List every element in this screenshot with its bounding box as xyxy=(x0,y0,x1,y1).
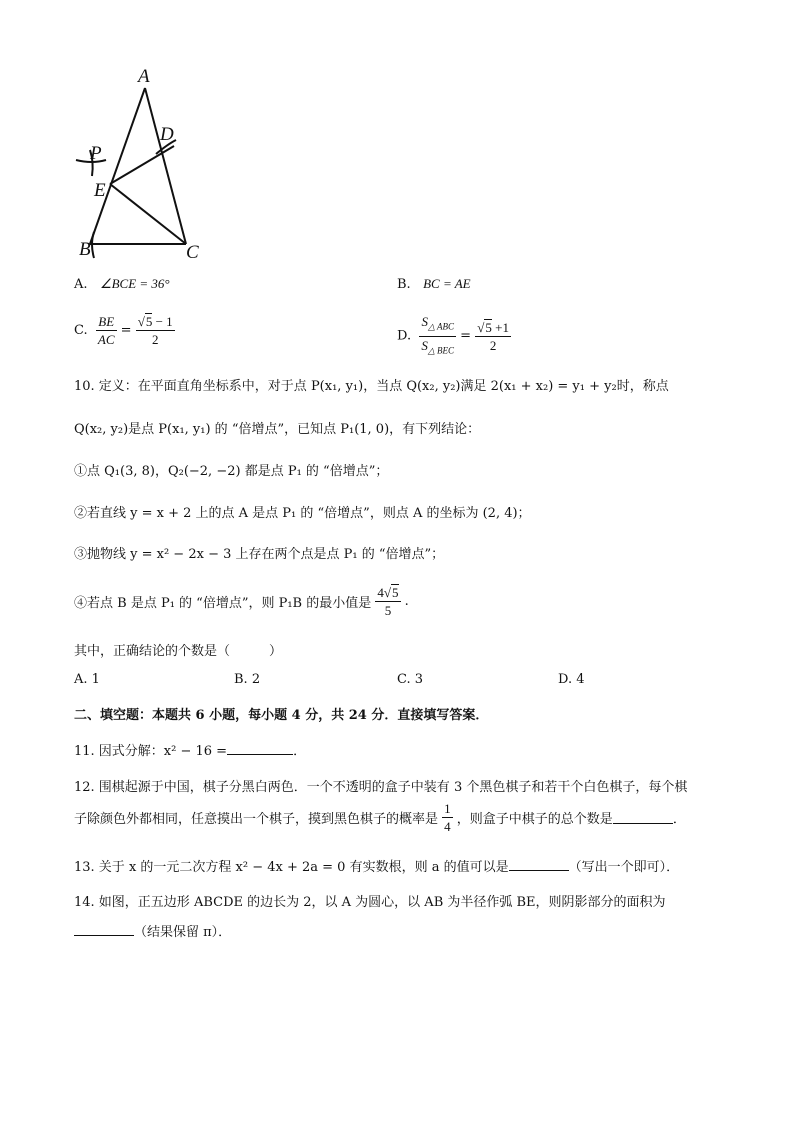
option-c-rhs xyxy=(136,313,175,348)
option-c-rhs-den: 2 xyxy=(151,332,159,347)
q11-answer-blank[interactable] xyxy=(227,742,293,755)
option-c-lhs xyxy=(96,313,117,348)
q10-item4-num-coef: 4 xyxy=(377,585,384,600)
option-d-letter: D. xyxy=(397,328,412,344)
label-b: B xyxy=(79,239,91,260)
q13-post: （写出一个即可）． xyxy=(568,860,680,875)
option-b-text: BC = AE xyxy=(423,276,471,291)
q11-post: ． xyxy=(293,744,307,759)
q10-option-b: B. 2 xyxy=(234,672,261,687)
q12-line2-pre: 子除颜色外都相同，任意摸出一个棋子，摸到黑色棋子的概率是 xyxy=(74,812,439,827)
q10-line2: Q(x₂, y₂)是点 P(x₁, y₁) 的 “倍增点”，已知点 P₁(1, 0)，有下列结论： xyxy=(74,422,481,437)
q12-line2-post: ，则盒子中棋子的总个数是 xyxy=(456,812,613,827)
segment-ce xyxy=(110,184,186,244)
q10-option-c: C. 3 xyxy=(397,672,424,687)
option-d-lhs-num-sub: △ ABC xyxy=(427,321,454,332)
q10-item2: ②若直线 y = x + 2 上的点 A 是点 P₁ 的 “倍增点”，则点 A 的坐标为 (2, 4)； xyxy=(74,506,531,521)
option-a xyxy=(74,276,170,292)
side-ac xyxy=(145,88,186,244)
q14-answer-blank[interactable] xyxy=(74,923,134,936)
q12-end: ． xyxy=(672,812,686,827)
label-p: P xyxy=(90,143,102,164)
q14-line1: 14. 如图，正五边形 ABCDE 的边长为 2，以 A 为圆心，以 AB 为半径作弧 BE，则阴影部分的面积为 xyxy=(74,895,666,910)
label-c: C xyxy=(186,242,199,263)
option-d-lhs-den-sub: △ BEC xyxy=(427,345,455,356)
q10-item3: ③抛物线 y = x² − 2x − 3 上存在两个点是点 P₁ 的 “倍增点”； xyxy=(74,547,445,562)
q10-question: 其中，正确结论的个数是（ ） xyxy=(74,644,283,659)
option-c-rhs-num: √5 − 1 xyxy=(137,314,173,329)
option-d-lhs-den-s: S xyxy=(421,337,428,353)
q10-line1: 10. 定义：在平面直角坐标系中，对于点 P(x₁, y₁)，当点 Q(x₂, y₂)满足 2(x₁ + x₂) = y₁ + y₂时，称点 xyxy=(74,379,669,394)
label-a: A xyxy=(138,66,150,87)
option-a-text: ∠BCE = 36° xyxy=(99,276,170,291)
side-ab xyxy=(90,88,145,244)
option-b-letter: B. xyxy=(397,277,411,292)
q12-frac-den: 4 xyxy=(444,819,451,834)
q12-line2 xyxy=(74,800,686,835)
triangle-figure xyxy=(60,60,220,270)
q12-line1: 12. 围棋起源于中国，棋子分黑白两色．一个不透明的盒子中装有 3 个黑色棋子和若干个白色棋子，每个棋 xyxy=(74,780,688,795)
option-d-lhs-num xyxy=(419,313,456,337)
option-c-rhs-sqrt: 5 xyxy=(145,314,153,329)
option-b xyxy=(397,276,471,292)
q10-option-a: A. 1 xyxy=(74,672,100,687)
option-d-rhs xyxy=(475,319,511,354)
q10-item4-pre: ④若点 B 是点 P₁ 的 “倍增点”，则 P₁B 的最小值是 xyxy=(74,596,372,611)
option-d-lhs xyxy=(419,313,456,359)
option-d-eq: = xyxy=(460,328,472,344)
q10-item1: ①点 Q₁(3, 8)，Q₂(−2, −2) 都是点 P₁ 的 “倍增点”； xyxy=(74,464,389,479)
q14-line2 xyxy=(74,921,231,940)
option-d-rhs-num: √5 +1 xyxy=(477,319,509,335)
option-d-rhs-tail: +1 xyxy=(491,319,509,335)
q10-item4-post: . xyxy=(404,594,409,609)
q13-answer-blank[interactable] xyxy=(509,858,569,871)
q11 xyxy=(74,740,306,759)
option-d-lhs-num-s: S xyxy=(421,314,428,329)
option-c xyxy=(74,313,175,348)
q10-item4 xyxy=(74,584,409,619)
option-d-lhs-den xyxy=(419,337,456,360)
q14-line2-post: （结果保留 π）． xyxy=(134,925,232,940)
option-d xyxy=(397,313,511,359)
q13 xyxy=(74,856,679,875)
label-d: D xyxy=(160,124,174,145)
option-c-lhs-num: BE xyxy=(96,313,117,331)
section2-title: 二、填空题：本题共 6 小题，每小题 4 分，共 24 分．直接填写答案． xyxy=(74,708,489,723)
label-e: E xyxy=(94,180,106,201)
option-d-rhs-den: 2 xyxy=(489,337,497,353)
option-c-rhs-tail: − 1 xyxy=(152,314,173,329)
option-c-lhs-den: AC xyxy=(97,332,115,347)
option-d-rhs-sqrt: 5 xyxy=(485,319,492,335)
q12-answer-blank[interactable] xyxy=(613,811,673,824)
q12-fraction xyxy=(442,800,453,835)
q12-frac-num: 1 xyxy=(444,801,451,816)
q10-item4-den: 5 xyxy=(384,603,392,618)
q10-item4-frac xyxy=(375,584,400,619)
q13-pre: 13. 关于 x 的一元二次方程 x² − 4x + 2a = 0 有实数根，则 a 的值可以是 xyxy=(74,860,509,875)
option-c-eq: = xyxy=(120,323,132,338)
option-a-letter: A. xyxy=(74,277,88,292)
option-c-letter: C. xyxy=(74,323,88,338)
q10-option-d: D. 4 xyxy=(558,672,585,687)
q10-item4-num: 4√5 xyxy=(377,585,399,600)
q10-item4-num-sqrt: 5 xyxy=(392,585,399,600)
q11-pre: 11. 因式分解：x² − 16 = xyxy=(74,744,228,759)
